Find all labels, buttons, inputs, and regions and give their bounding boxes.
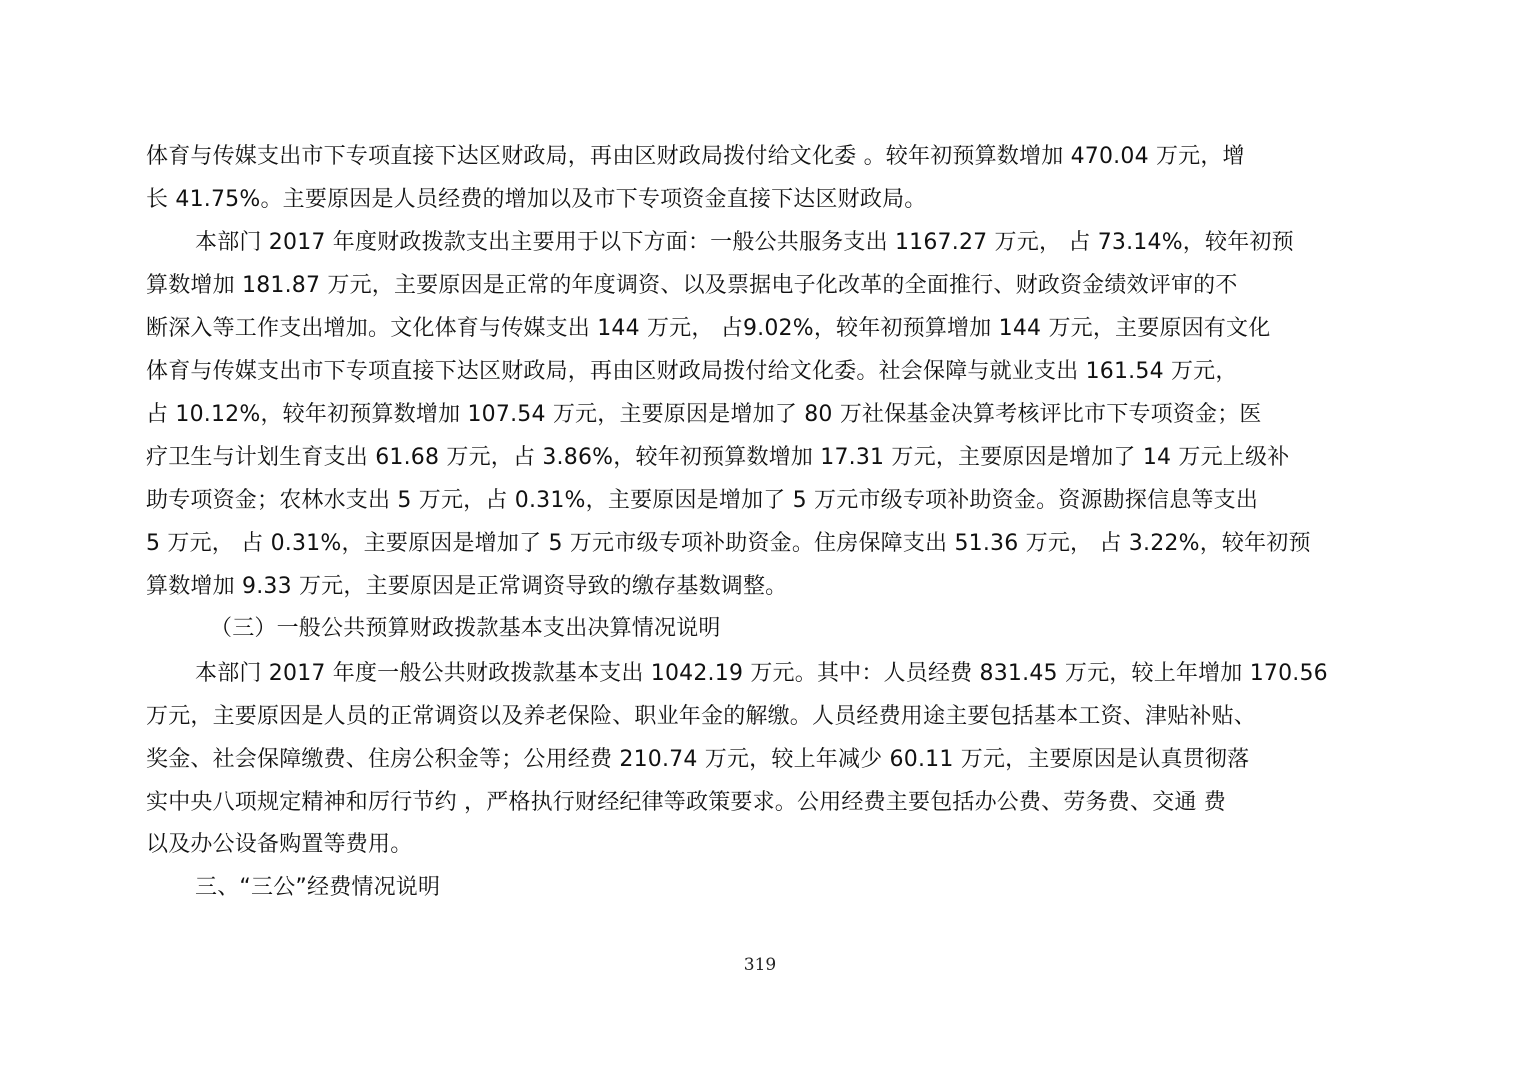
text-line: 算数增加 181.87 万元，主要原因是正常的年度调资、以及票据电子化改革的全面推行、财政资金绩效评审的不 (146, 273, 1238, 298)
text-line: 奖金、社会保障缴费、住房公积金等；公用经费 210.74 万元，较上年减少 60.11 万元，主要原因是认真贯彻落 (146, 747, 1250, 772)
text-line: 万元，主要原因是人员的正常调资以及养老保险、职业年金的解缴。人员经费用途主要包括基本工资、津贴补贴、 (146, 704, 1257, 729)
text-line: 占 10.12%，较年初预算数增加 107.54 万元，主要原因是增加了 80 万社保基金决算考核评比市下专项资金；医 (146, 402, 1262, 427)
text-line: 算数增加 9.33 万元，主要原因是正常调资导致的缴存基数调整。 (146, 574, 788, 599)
text-line: 以及办公设备购置等费用。 (146, 832, 413, 857)
text-line: 助专项资金；农林水支出 5 万元，占 0.31%，主要原因是增加了 5 万元市级专项补助资金。资源勘探信息等支出 (146, 488, 1259, 513)
section-title: 三、“三公”经费情况说明 (195, 875, 441, 900)
page-number: 319 (743, 955, 777, 975)
text-line: 本部门 2017 年度一般公共财政拨款基本支出 1042.19 万元。其中：人员经费 831.45 万元，较上年增加 170.56 (195, 661, 1328, 686)
text-line: 实中央八项规定精神和厉行节约 ，严格执行财经纪律等政策要求。公用经费主要包括办公费、劳务费、交通 费 (146, 790, 1226, 815)
text-line: 本部门 2017 年度财政拨款支出主要用于以下方面：一般公共服务支出 1167.27 万元， 占 73.14%，较年初预 (195, 230, 1294, 255)
subsection-title: （三）一般公共预算财政拨款基本支出决算情况说明 (210, 616, 721, 641)
text-line: 5 万元， 占 0.31%，主要原因是增加了 5 万元市级专项补助资金。住房保障支出 51.36 万元， 占 3.22%，较年初预 (146, 531, 1311, 556)
text-line: 疗卫生与计划生育支出 61.68 万元，占 3.86%，较年初预算数增加 17.31 万元，主要原因是增加了 14 万元上级补 (146, 445, 1290, 470)
text-line: 体育与传媒支出市下专项直接下达区财政局，再由区财政局拨付给文化委。社会保障与就业支出 161.54 万元， (146, 359, 1238, 384)
text-line: 体育与传媒支出市下专项直接下达区财政局，再由区财政局拨付给文化委 。较年初预算数增加 470.04 万元，增 (146, 144, 1245, 169)
text-line: 长 41.75%。主要原因是人员经费的增加以及市下专项资金直接下达区财政局。 (146, 187, 927, 212)
text-line: 断深入等工作支出增加。文化体育与传媒支出 144 万元， 占9.02%，较年初预算增加 144 万元，主要原因有文化 (146, 316, 1271, 341)
